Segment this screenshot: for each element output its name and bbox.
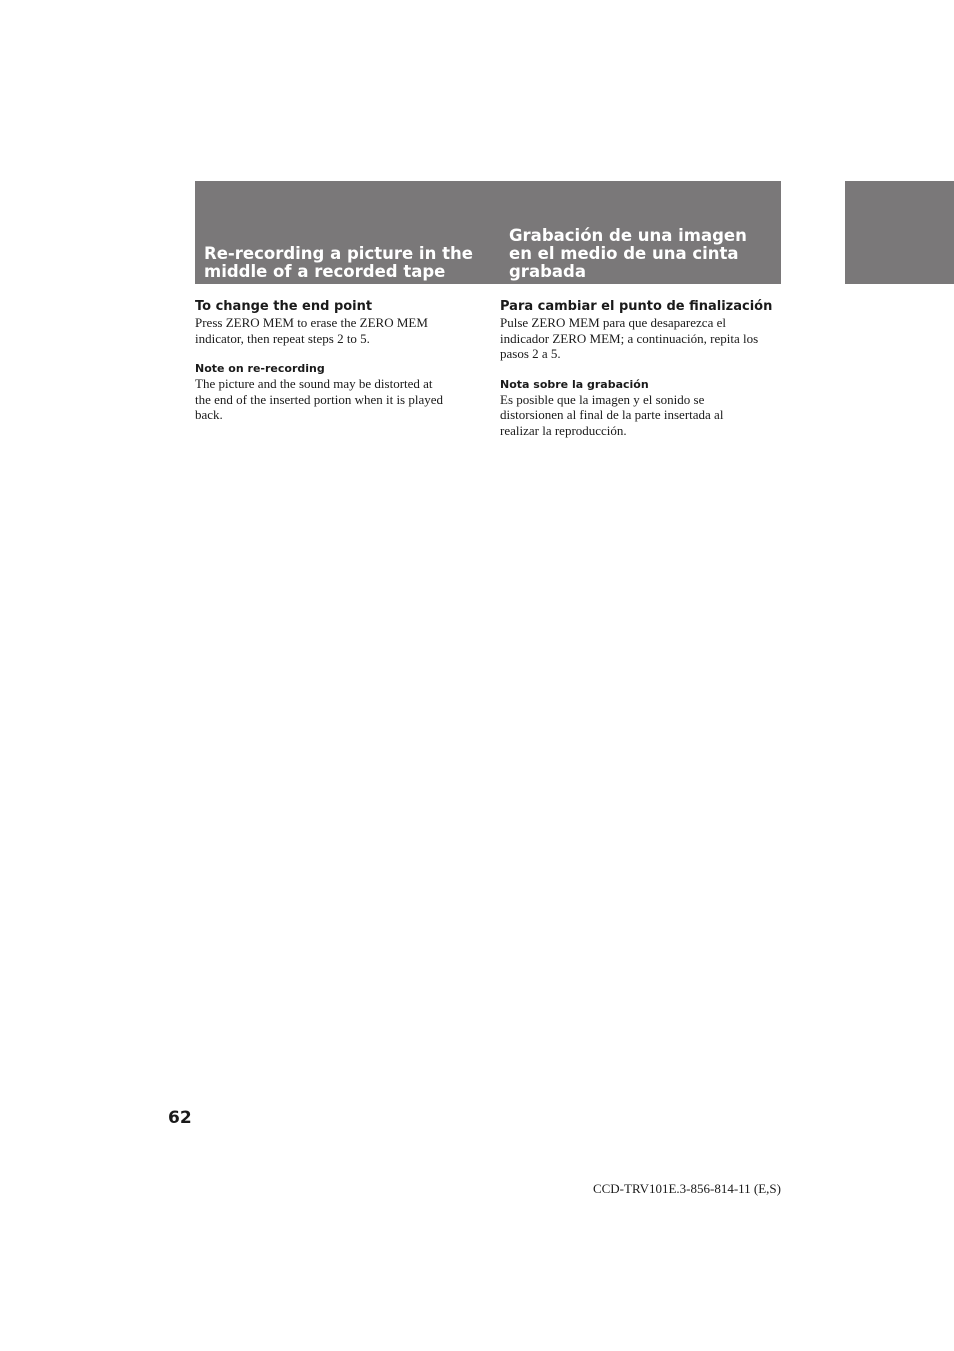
note-text-es: distorsionen al final de la parte insertada al <box>500 407 724 422</box>
spanish-column <box>500 298 785 438</box>
note-heading: Note on re-recording <box>195 362 325 375</box>
section-title-spanish-line: en el medio de una cinta <box>509 244 739 263</box>
section-title-spanish-line: Grabación de una imagen <box>509 226 747 245</box>
note-text: back. <box>195 407 223 422</box>
note-text-es: realizar la reproducción. <box>500 422 627 438</box>
change-end-point-text: indicator, then repeat steps 2 to 5. <box>195 330 370 346</box>
page-number: 62 <box>168 1108 192 1128</box>
note-text-es: Es posible que la imagen y el sonido se <box>500 391 705 407</box>
section-title-english <box>204 245 473 281</box>
change-end-point-heading-es: Para cambiar el punto de finalización <box>500 299 773 314</box>
note-heading-es: Nota sobre la grabación <box>500 377 649 391</box>
section-title-english-line: middle of a recorded tape <box>204 262 446 281</box>
change-end-point-text-es: pasos 2 a 5. <box>500 346 561 361</box>
change-end-point-text: Press ZERO MEM to erase the ZERO MEM <box>195 315 428 330</box>
change-end-point-text-es: indicador ZERO MEM; a continuación, repita los <box>500 330 759 346</box>
note-text: The picture and the sound may be distorted at <box>195 376 433 391</box>
side-index-tab <box>845 181 954 284</box>
document-code: CCD-TRV101E.3-856-814-11 (E,S) <box>592 1181 781 1196</box>
note-text: the end of the inserted portion when it is played <box>195 391 444 407</box>
section-title-spanish <box>509 227 747 281</box>
change-end-point-text-es: Pulse ZERO MEM para que desaparezca el <box>500 315 726 330</box>
change-end-point-heading: To change the end point <box>195 299 373 314</box>
english-column <box>195 298 480 423</box>
section-title-spanish-line: grabada <box>509 262 586 281</box>
section-title-english-line: Re-recording a picture in the <box>204 244 473 263</box>
